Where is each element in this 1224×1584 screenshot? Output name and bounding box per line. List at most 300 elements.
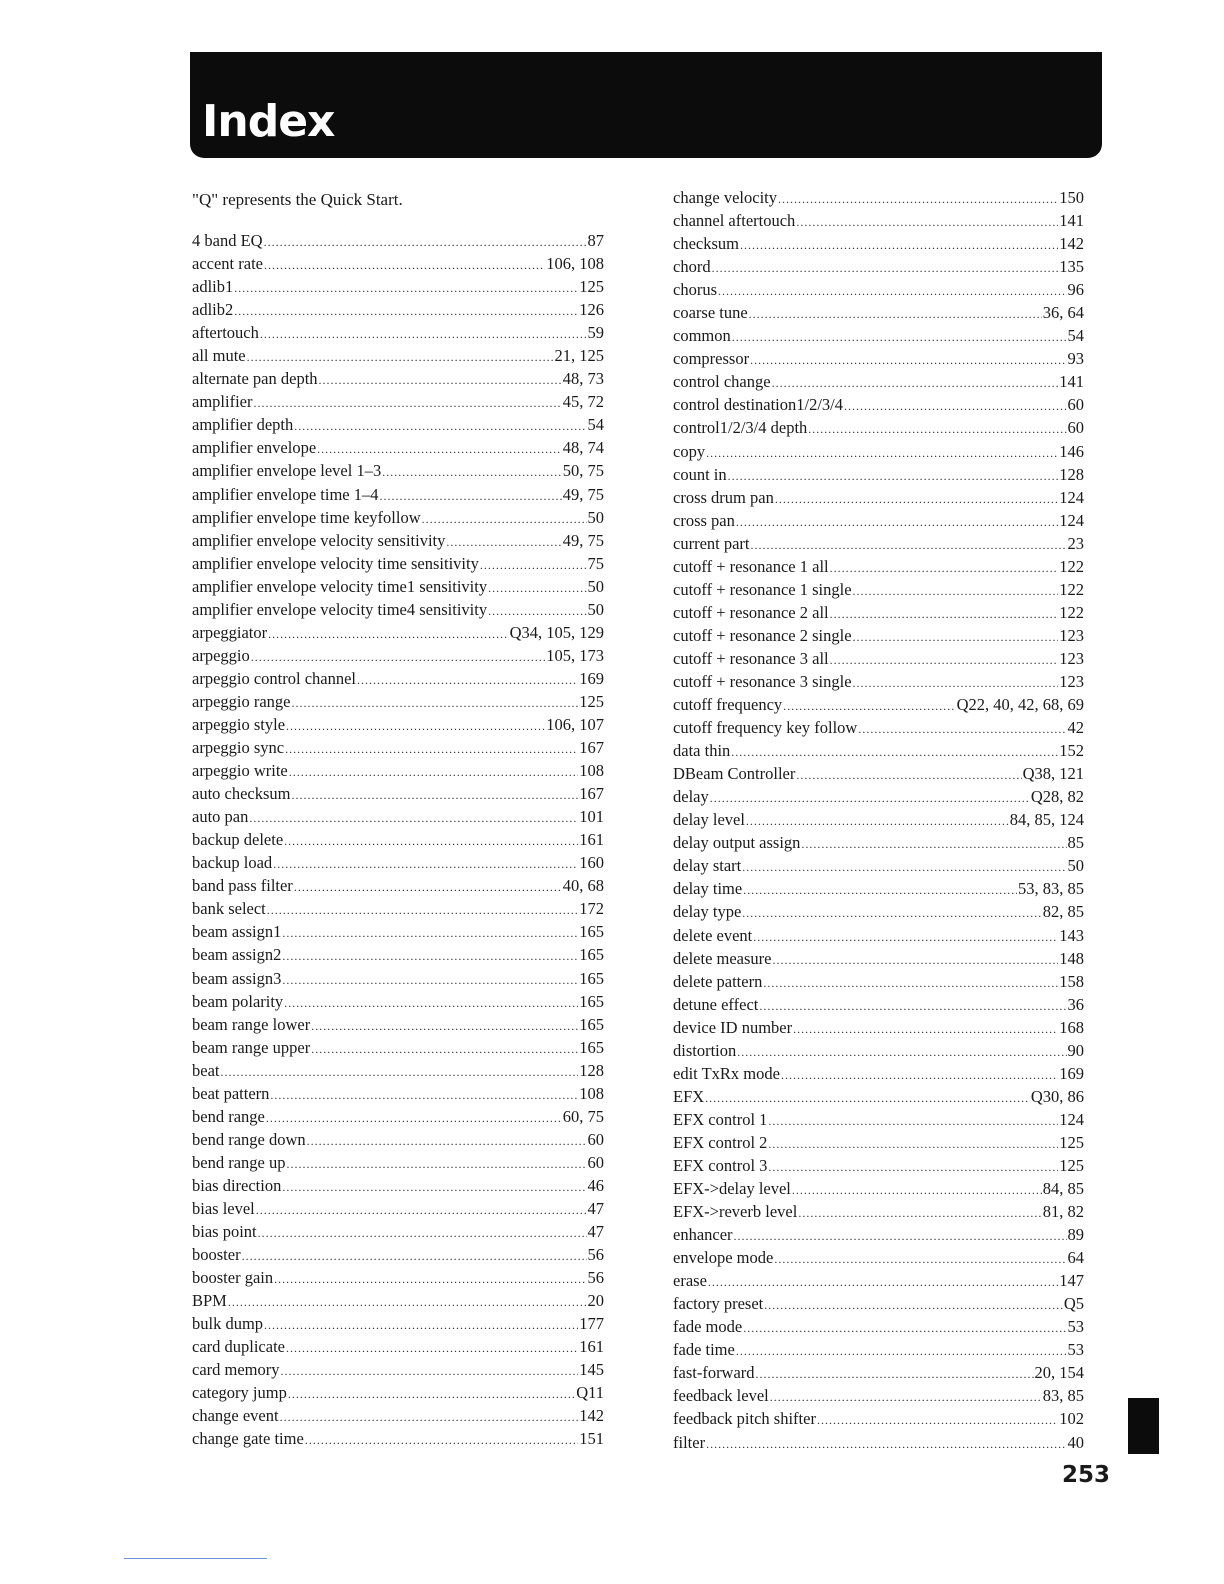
dot-leader — [247, 346, 554, 369]
index-entry — [673, 1177, 1084, 1200]
index-term: cross drum pan — [673, 487, 774, 507]
index-entry — [192, 1243, 604, 1266]
footer-rule — [124, 1558, 267, 1559]
index-term: bias point — [192, 1222, 257, 1242]
index-page-refs: 122 — [1059, 579, 1084, 599]
dot-leader — [746, 810, 1009, 833]
index-term: bend range — [192, 1106, 265, 1126]
index-page-refs: 47 — [587, 1198, 604, 1218]
dot-leader — [260, 323, 587, 346]
index-entry — [673, 624, 1084, 647]
index-term: arpeggio write — [192, 761, 288, 781]
index-entry — [192, 920, 604, 943]
index-term: envelope mode — [673, 1248, 774, 1268]
index-page-refs: 108 — [579, 1083, 604, 1103]
index-entry — [673, 970, 1084, 993]
index-term: EFX — [673, 1086, 705, 1106]
index-term: bulk dump — [192, 1314, 264, 1334]
index-entry — [673, 324, 1084, 347]
index-entry — [673, 463, 1084, 486]
index-term: amplifier envelope velocity time sensitivity — [192, 553, 479, 573]
index-term: backup load — [192, 853, 273, 873]
index-term: delete pattern — [673, 971, 763, 991]
index-page-refs: 87 — [587, 231, 604, 250]
index-entry — [673, 509, 1084, 532]
index-term: delay start — [673, 856, 742, 876]
index-page-refs: 145 — [579, 1360, 604, 1380]
index-entry — [673, 1431, 1084, 1454]
index-page-refs: 49, 75 — [562, 484, 604, 504]
index-term: auto pan — [192, 807, 249, 827]
index-term: amplifier — [192, 392, 253, 412]
index-entry — [192, 344, 604, 367]
index-page-refs: 36 — [1067, 994, 1084, 1014]
dot-leader — [285, 738, 578, 761]
index-entry — [192, 621, 604, 644]
index-page-refs: 50 — [587, 507, 604, 527]
index-term: cross pan — [673, 510, 735, 530]
index-entry — [673, 578, 1084, 601]
index-term: common — [673, 326, 731, 346]
index-page-refs: 45, 72 — [562, 392, 604, 412]
index-entry — [192, 1197, 604, 1220]
index-entry — [673, 670, 1084, 693]
index-page-refs: 20, 154 — [1034, 1363, 1084, 1383]
index-term: arpeggio style — [192, 714, 286, 734]
index-header-bar — [190, 52, 1102, 158]
index-entry — [192, 943, 604, 966]
index-entry — [192, 897, 604, 920]
index-entry — [192, 1013, 604, 1036]
dot-leader — [853, 626, 1059, 649]
index-term: delay type — [673, 902, 742, 922]
index-term: BPM — [192, 1291, 227, 1311]
index-term: delay level — [673, 810, 745, 830]
dot-leader — [759, 995, 1066, 1018]
index-entry — [673, 1246, 1084, 1269]
index-entry — [673, 601, 1084, 624]
index-term: booster — [192, 1245, 241, 1265]
dot-leader — [357, 669, 578, 692]
dot-leader — [274, 1268, 586, 1291]
index-entry — [192, 1381, 604, 1404]
index-page-refs: 89 — [1067, 1225, 1084, 1245]
index-term: compressor — [673, 349, 750, 369]
index-page-refs: 53 — [1067, 1317, 1084, 1337]
index-entry — [192, 229, 604, 252]
index-term: control1/2/3/4 depth — [673, 418, 808, 438]
index-page-refs: 40, 68 — [562, 876, 604, 896]
index-entry — [673, 785, 1084, 808]
dot-leader — [731, 741, 1058, 764]
dot-leader — [242, 1245, 587, 1268]
index-entry — [673, 532, 1084, 555]
index-term: filter — [673, 1432, 706, 1452]
dot-leader — [251, 646, 546, 669]
index-term: bias level — [192, 1198, 255, 1218]
index-page-refs: 124 — [1059, 487, 1084, 507]
index-page-refs: 47 — [587, 1222, 604, 1242]
dot-leader — [712, 257, 1059, 280]
dot-leader — [742, 856, 1066, 879]
index-term: factory preset — [673, 1294, 764, 1314]
dot-leader — [284, 992, 578, 1015]
index-page-refs: 165 — [579, 1014, 604, 1034]
index-page-refs: 126 — [579, 300, 604, 320]
index-entry — [192, 1105, 604, 1128]
dot-leader — [294, 415, 586, 438]
index-page-refs: 125 — [1059, 1155, 1084, 1175]
dot-leader — [742, 902, 1041, 925]
index-term: delay output assign — [673, 833, 801, 853]
index-entry — [192, 759, 604, 782]
index-page-refs: 165 — [579, 945, 604, 965]
dot-leader — [282, 945, 578, 968]
dot-leader — [781, 1064, 1058, 1087]
index-term: bend range up — [192, 1152, 286, 1172]
index-page-refs: 122 — [1059, 556, 1084, 576]
index-page-refs: 122 — [1059, 602, 1084, 622]
dot-leader — [256, 1199, 587, 1222]
index-entry — [192, 782, 604, 805]
index-page-refs: 42 — [1067, 718, 1084, 738]
index-term: cutoff frequency key follow — [673, 718, 858, 738]
dot-leader — [858, 718, 1066, 741]
index-entry — [192, 321, 604, 344]
index-term: change gate time — [192, 1429, 304, 1449]
index-page-refs: 53, 83, 85 — [1018, 879, 1084, 899]
index-term: auto checksum — [192, 784, 291, 804]
index-entry — [192, 1266, 604, 1289]
dot-leader — [775, 488, 1058, 511]
dot-leader — [266, 1107, 562, 1130]
index-term: chord — [673, 257, 711, 277]
index-term: category jump — [192, 1383, 287, 1403]
index-entry — [192, 644, 604, 667]
index-page-refs: 172 — [579, 899, 604, 919]
index-term: data thin — [673, 741, 731, 761]
index-entry — [673, 209, 1084, 232]
index-entry — [673, 647, 1084, 670]
index-entry — [673, 1223, 1084, 1246]
index-entry — [673, 416, 1084, 439]
index-term: alternate pan depth — [192, 369, 318, 389]
index-entry — [673, 924, 1084, 947]
index-page-refs: 124 — [1059, 1109, 1084, 1129]
index-entry — [673, 1384, 1084, 1407]
index-entry — [192, 1335, 604, 1358]
index-page-refs: 167 — [579, 738, 604, 758]
index-entry — [192, 1036, 604, 1059]
index-entry — [192, 436, 604, 459]
index-entry — [673, 1338, 1084, 1361]
index-entry — [673, 186, 1084, 209]
dot-leader — [844, 395, 1066, 418]
index-term: EFX control 2 — [673, 1132, 768, 1152]
dot-leader — [768, 1133, 1058, 1156]
dot-leader — [281, 1360, 579, 1383]
dot-leader — [764, 1294, 1063, 1317]
index-entry — [673, 808, 1084, 831]
dot-leader — [280, 1406, 579, 1429]
index-term: distortion — [673, 1040, 737, 1060]
index-entry — [192, 667, 604, 690]
dot-leader — [830, 649, 1059, 672]
dot-leader — [488, 600, 586, 623]
index-page-refs: 161 — [579, 830, 604, 850]
index-page-refs: 48, 73 — [562, 369, 604, 389]
index-term: fade time — [673, 1340, 735, 1360]
index-page-refs: 123 — [1059, 648, 1084, 668]
index-term: control destination1/2/3/4 — [673, 395, 844, 415]
index-page-refs: 106, 107 — [546, 714, 604, 734]
index-term: beam range upper — [192, 1037, 311, 1057]
index-term: amplifier envelope velocity time4 sensitivity — [192, 599, 488, 619]
dot-leader — [286, 1153, 586, 1176]
index-page-refs: 165 — [579, 922, 604, 942]
dot-leader — [796, 211, 1058, 234]
index-term: delete measure — [673, 948, 772, 968]
index-page-refs: 101 — [579, 807, 604, 827]
index-page-refs: Q34, 105, 129 — [509, 622, 604, 642]
index-entry — [673, 762, 1084, 785]
dot-leader — [796, 764, 1021, 787]
index-page-refs: 75 — [587, 553, 604, 573]
index-entry — [192, 690, 604, 713]
dot-leader — [379, 485, 561, 508]
index-page-refs: 60 — [587, 1129, 604, 1149]
index-page-refs: 36, 64 — [1042, 303, 1084, 323]
index-term: feedback level — [673, 1386, 769, 1406]
index-term: bias direction — [192, 1175, 282, 1195]
dot-leader — [488, 577, 586, 600]
index-term: delay — [673, 787, 709, 807]
dot-leader — [763, 972, 1058, 995]
index-term: arpeggio sync — [192, 738, 285, 758]
dot-leader — [422, 508, 587, 531]
index-page-refs: 53 — [1067, 1340, 1084, 1360]
dot-leader — [743, 1317, 1066, 1340]
index-term: cutoff + resonance 2 single — [673, 625, 852, 645]
index-term: enhancer — [673, 1225, 733, 1245]
index-entry — [192, 736, 604, 759]
dot-leader — [853, 580, 1059, 603]
index-page-refs: 128 — [579, 1060, 604, 1080]
index-entry — [673, 831, 1084, 854]
index-page-refs: 54 — [587, 415, 604, 435]
dot-leader — [732, 326, 1067, 349]
index-entry — [192, 298, 604, 321]
dot-leader — [770, 1386, 1042, 1409]
dot-leader — [774, 1248, 1066, 1271]
index-page-refs: 150 — [1059, 188, 1084, 207]
dot-leader — [286, 715, 545, 738]
index-entry — [673, 347, 1084, 370]
dot-leader — [264, 231, 587, 254]
index-entry — [673, 301, 1084, 324]
index-term: coarse tune — [673, 303, 748, 323]
dot-leader — [798, 1202, 1041, 1225]
index-page-refs: Q5 — [1063, 1294, 1084, 1314]
index-page-refs: 158 — [1059, 971, 1084, 991]
index-entry — [673, 1361, 1084, 1384]
dot-leader — [446, 531, 561, 554]
index-page-refs: 123 — [1059, 625, 1084, 645]
index-term: DBeam Controller — [673, 764, 796, 784]
index-term: device ID number — [673, 1017, 793, 1037]
dot-leader — [294, 876, 562, 899]
index-term: EFX control 1 — [673, 1109, 768, 1129]
index-entry — [673, 232, 1084, 255]
index-entry — [192, 413, 604, 436]
index-term: all mute — [192, 346, 246, 366]
index-page-refs: 106, 108 — [546, 254, 604, 274]
dot-leader — [749, 303, 1042, 326]
dot-leader — [234, 277, 578, 300]
dot-leader — [817, 1409, 1058, 1432]
index-term: count in — [673, 464, 727, 484]
index-term: edit TxRx mode — [673, 1063, 780, 1083]
index-term: adlib1 — [192, 277, 234, 297]
index-entry — [192, 1220, 604, 1243]
dot-leader — [783, 695, 955, 718]
index-page-refs: 50, 75 — [562, 461, 604, 481]
index-term: amplifier envelope time keyfollow — [192, 507, 421, 527]
index-page-refs: 161 — [579, 1337, 604, 1357]
index-term: beat — [192, 1060, 220, 1080]
index-page-refs: 142 — [579, 1406, 604, 1426]
index-page-refs: 21, 125 — [554, 346, 604, 366]
index-entry — [673, 1016, 1084, 1039]
dot-leader — [756, 1363, 1034, 1386]
dot-leader — [708, 1271, 1058, 1294]
index-term: change velocity — [673, 188, 777, 207]
index-entry — [192, 390, 604, 413]
index-entry — [673, 486, 1084, 509]
index-page-refs: 125 — [1059, 1132, 1084, 1152]
index-term: beam assign3 — [192, 968, 282, 988]
index-page-refs: 141 — [1059, 372, 1084, 392]
index-term: aftertouch — [192, 323, 259, 343]
dot-leader — [311, 1038, 578, 1061]
index-page-refs: 147 — [1059, 1271, 1084, 1291]
dot-leader — [253, 392, 561, 415]
index-term: feedback pitch shifter — [673, 1409, 816, 1429]
index-term: band pass filter — [192, 876, 293, 896]
index-term: fast-forward — [673, 1363, 755, 1383]
index-term: fade mode — [673, 1317, 743, 1337]
index-page-refs: 85 — [1067, 833, 1084, 853]
index-entry — [192, 367, 604, 390]
dot-leader — [830, 603, 1059, 626]
index-term: arpeggio range — [192, 691, 291, 711]
index-entry — [192, 1404, 604, 1427]
index-term: amplifier envelope — [192, 438, 317, 458]
dot-leader — [728, 465, 1059, 488]
dot-leader — [264, 1314, 578, 1337]
index-entry — [192, 1128, 604, 1151]
dot-leader — [234, 300, 578, 323]
index-entry — [192, 275, 604, 298]
dot-leader — [270, 1084, 578, 1107]
index-entry — [192, 1358, 604, 1381]
dot-leader — [736, 511, 1058, 534]
index-page-refs: Q30, 86 — [1030, 1086, 1084, 1106]
index-term: amplifier envelope velocity time1 sensitivity — [192, 576, 488, 596]
index-term: booster gain — [192, 1268, 274, 1288]
index-entry — [192, 990, 604, 1013]
index-entry — [192, 552, 604, 575]
index-page-refs: 60 — [1067, 395, 1084, 415]
index-page-refs: 167 — [579, 784, 604, 804]
index-term: amplifier envelope level 1–3 — [192, 461, 382, 481]
dot-leader — [267, 899, 578, 922]
index-term: amplifier envelope time 1–4 — [192, 484, 379, 504]
dot-leader — [736, 1340, 1067, 1363]
index-page-refs: Q11 — [576, 1383, 604, 1403]
dot-leader — [808, 418, 1066, 441]
dot-leader — [705, 1087, 1030, 1110]
index-entry — [673, 555, 1084, 578]
index-page-refs: 102 — [1059, 1409, 1084, 1429]
index-term: change event — [192, 1406, 279, 1426]
index-term: card memory — [192, 1360, 280, 1380]
index-term: cutoff + resonance 1 all — [673, 556, 829, 576]
index-page-refs: Q38, 121 — [1022, 764, 1084, 784]
index-page-refs: 177 — [579, 1314, 604, 1334]
index-entry — [192, 967, 604, 990]
index-column-right — [673, 186, 1084, 1454]
index-term: chorus — [673, 280, 717, 300]
index-page-refs: 123 — [1059, 671, 1084, 691]
dot-leader — [706, 1433, 1066, 1456]
index-term: beam assign2 — [192, 945, 282, 965]
index-entry — [192, 506, 604, 529]
dot-leader — [228, 1291, 587, 1314]
dot-leader — [768, 1156, 1058, 1179]
index-page-refs: 152 — [1059, 741, 1084, 761]
index-entry — [673, 278, 1084, 301]
index-entry — [673, 1154, 1084, 1177]
index-page-refs: 56 — [587, 1245, 604, 1265]
index-page-refs: 60 — [587, 1152, 604, 1172]
index-page-refs: 125 — [579, 277, 604, 297]
dot-leader — [743, 879, 1017, 902]
thumb-index-tab — [1128, 1398, 1159, 1454]
index-entry — [673, 854, 1084, 877]
dot-leader — [853, 672, 1059, 695]
index-term: copy — [673, 441, 706, 461]
index-page-refs: 108 — [579, 761, 604, 781]
index-page-refs: 148 — [1059, 948, 1084, 968]
dot-leader — [737, 1041, 1066, 1064]
index-page-refs: 49, 75 — [562, 530, 604, 550]
dot-leader — [289, 761, 578, 784]
index-page-refs: 64 — [1067, 1248, 1084, 1268]
dot-leader — [249, 807, 578, 830]
index-page-refs: Q22, 40, 42, 68, 69 — [956, 695, 1084, 715]
index-entry — [192, 575, 604, 598]
index-page-refs: 59 — [587, 323, 604, 343]
index-page-refs: 151 — [579, 1429, 604, 1449]
dot-leader — [753, 926, 1058, 949]
index-entry — [192, 805, 604, 828]
index-entry — [673, 877, 1084, 900]
index-term: EFX control 3 — [673, 1155, 768, 1175]
index-entry — [192, 252, 604, 275]
index-entry — [192, 1174, 604, 1197]
index-page-refs: 82, 85 — [1042, 902, 1084, 922]
